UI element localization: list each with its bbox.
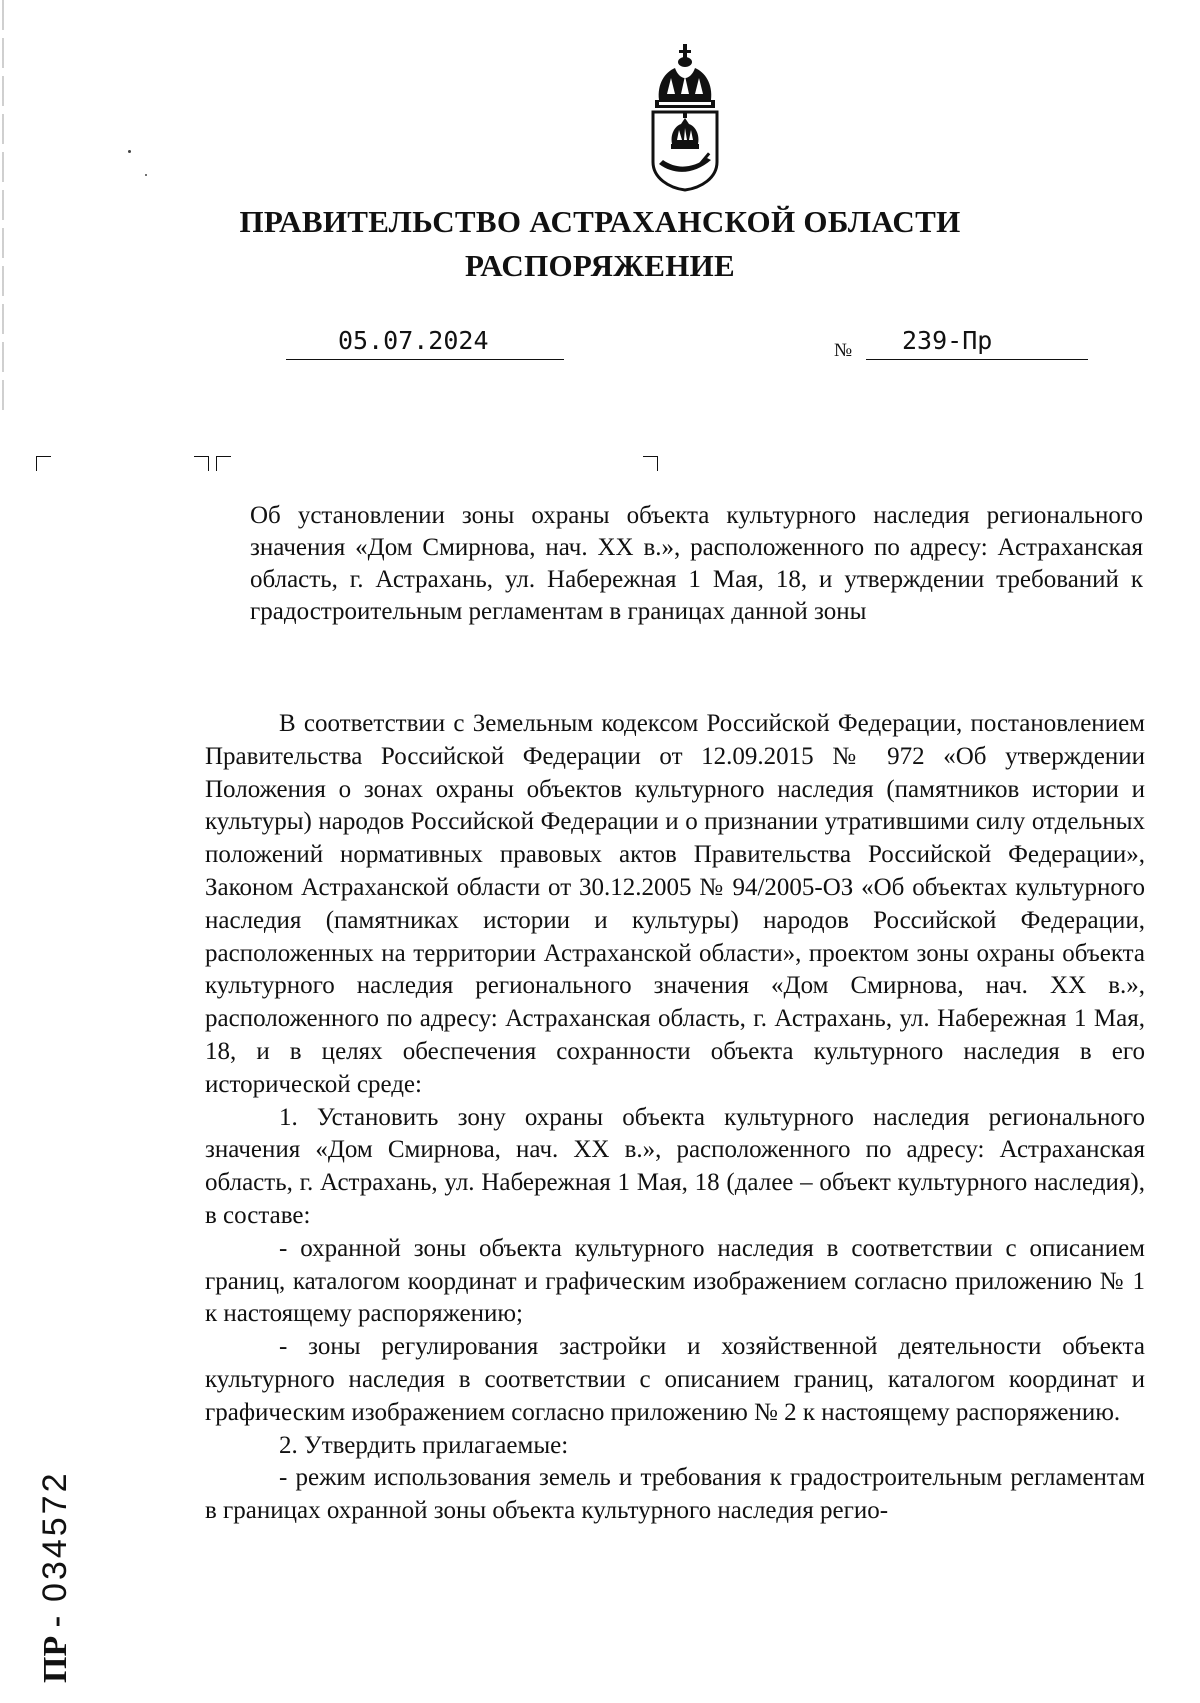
corner-bracket-right [643,456,658,471]
form-serial-number [36,1470,75,1683]
corner-bracket-left [36,456,51,471]
document-type-title: РАСПОРЯЖЕНИЕ [464,248,736,283]
body-paragraph-item-1-regulation-zone: - зоны регулирования застройки и хозяйственной деятельности объекта культурного наследия в соответствии с описанием границ, каталогом координат и графическим изображением согласно приложению № 2 к настоящему распоряжению. [205,1333,1145,1426]
corner-bracket-mid-right [194,456,209,471]
body-paragraph-preamble: В соответствии с Земельным кодексом Российской Федерации, постановлением Правительства Российской Федерации от 12.09.2015 № 972 «Об утверждении Положения о зонах охраны объектов культурного наследия (памятников истории и культуры) народов Российской Федерации и о признании утратившими силу отдельных положений нормативных правовых актов Правительства Российской Федерации», Законом Астраханской области от 30.12.2005 № 94/2005-ОЗ «Об объектах культурного наследия (памятниках истории и культуры) народов Российской Федерации, расположенных на территории Астраханской области», проектом зоны охраны объекта культурного наследия регионального значения «Дом Смирнова, нач. XX в.», расположенного по адресу: Астраханская область, г. Астрахань, ул. Набережная 1 Мая, 18, и в целях обеспечения сохранности объекта культурного наследия в его исторической среде: [205,710,1145,1098]
coat-of-arms-icon [645,44,725,192]
body-paragraph-item-2-regime: - режим использования земель и требования к градостроительным регламентам в границах охранной зоны объекта культурного наследия регио- [205,1464,1145,1525]
government-title: ПРАВИТЕЛЬСТВО АСТРАХАНСКОЙ ОБЛАСТИ [239,204,961,239]
document-subject: Об установлении зоны охраны объекта культурного наследия регионального значения «Дом Смирнова, нач. XX в.», расположенного по адресу: Астраханская область, г. Астрахань, ул. Набережная 1 Мая, 18, и утверждении требований к градостроительным регламентам в границах данной зоны [250,502,1143,625]
body-paragraph-item-1: 1. Установить зону охраны объекта культурного наследия регионального значения «Дом Смирнова, нач. XX в.», расположенного по адресу: Астраханская область, г. Астрахань, ул. Набережная 1 Мая, 18 (далее – объект культурного наследия), в составе: [205,1103,1145,1229]
body-paragraph-item-2: 2. Утвердить прилагаемые: [279,1431,569,1459]
scan-speck [128,150,131,153]
registration-number: 239-Пр [866,326,1088,360]
serial-prefix: ПР - [36,1615,74,1683]
serial-number: 034572 [36,1470,74,1602]
scan-speck [145,174,147,176]
body-paragraph-item-1-protection-zone: - охранной зоны объекта культурного наследия в соответствии с описанием границ, каталогом координат и графическим изображением согласно приложению № 1 к настоящему распоряжению; [205,1234,1145,1328]
registration-number-label: № [834,340,853,361]
corner-bracket-mid-left [216,456,231,471]
document-body [205,708,1145,1528]
registration-date: 05.07.2024 [286,326,564,360]
